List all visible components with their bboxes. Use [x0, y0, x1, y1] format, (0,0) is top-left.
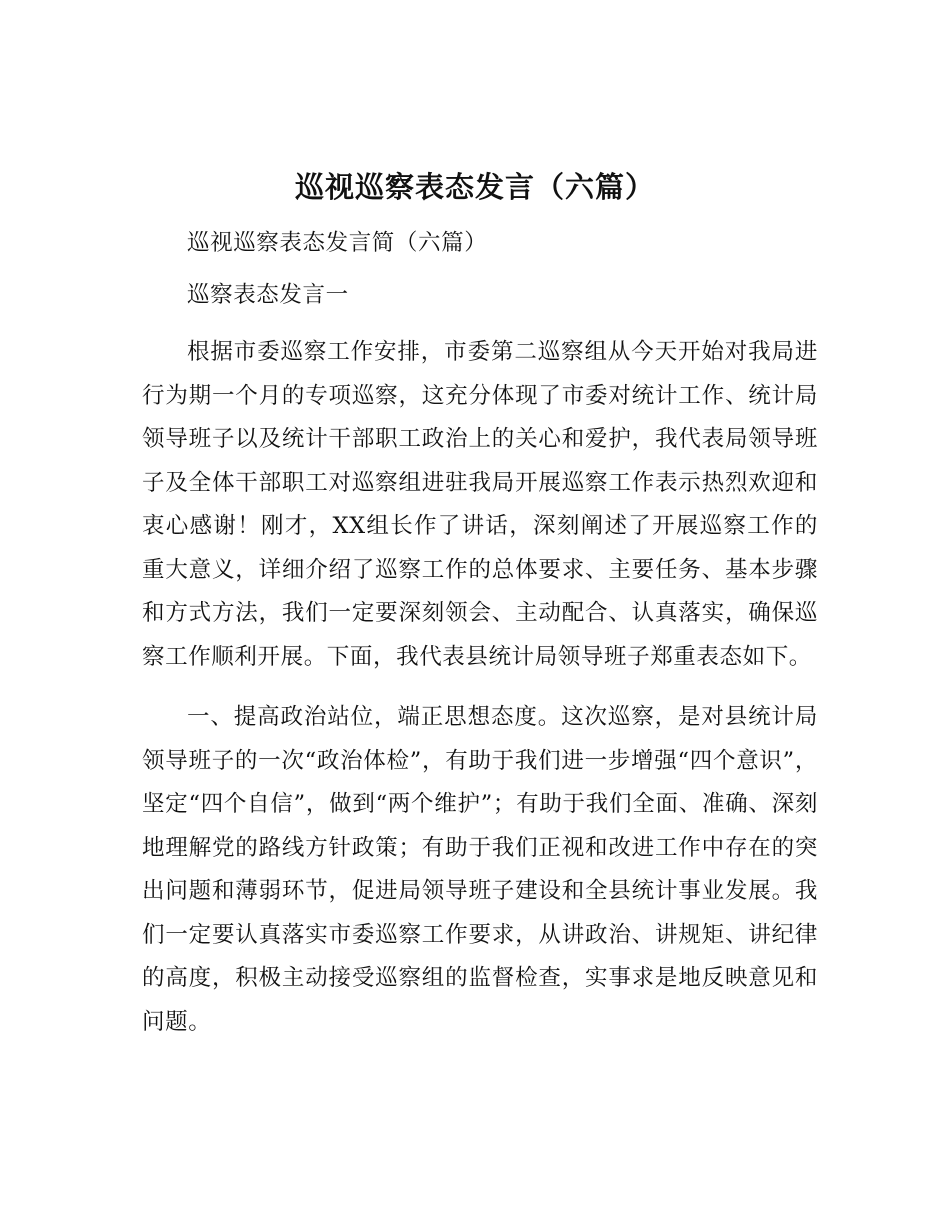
- body-paragraph-1: 根据市委巡察工作安排，市委第二巡察组从今天开始对我局进行为期一个月的专项巡察，这充分体现了市委对统计工作、统计局领导班子以及统计干部职工政治上的关心和爱护，我代表局领导班子及全体干部职工对巡察组进驻我局开展巡察工作表示热烈欢迎和衷心感谢！刚才，XX组长作了讲话，深刻阐述了开展巡察工作的重大意义，详细介绍了巡察工作的总体要求、主要任务、基本步骤和方式方法，我们一定要深刻领会、主动配合、认真落实，确保巡察工作顺利开展。下面，我代表县统计局领导班子郑重表态如下。: [142, 339, 818, 670]
- body-paragraph-2: 一、提高政治站位，端正思想态度。这次巡察，是对县统计局领导班子的一次“政治体检”，有助于我们进一步增强“四个意识”，坚定“四个自信”，做到“两个维护”；有助于我们全面、准确、深刻地理解党的路线方针政策；有助于我们正视和改进工作中存在的突出问题和薄弱环节，促进局领导班子建设和全县统计事业发展。我们一定要认真落实市委巡察工作要求，从讲政治、讲规矩、讲纪律的高度，积极主动接受巡察组的监督检查，实事求是地反映意见和问题。: [142, 704, 818, 1035]
- document-subtitle: 巡视巡察表态发言简（六篇）: [187, 230, 488, 256]
- section-heading: 巡察表态发言一: [187, 281, 349, 308]
- document-body: [142, 222, 818, 1044]
- document-title: 巡视巡察表态发言（六篇）: [294, 170, 655, 204]
